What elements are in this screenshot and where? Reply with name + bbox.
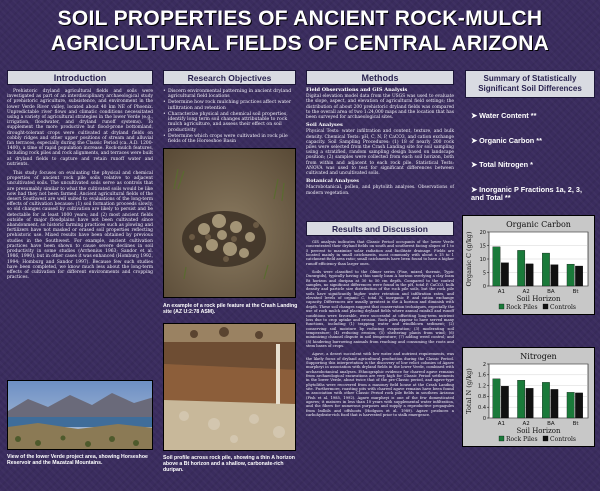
- y-tick-label: 1.6: [478, 372, 486, 379]
- y-axis-label: Organic C (g/kg): [465, 231, 473, 287]
- x-tick-label: BA: [547, 289, 555, 295]
- summary-panel: [465, 70, 595, 239]
- lower-verde-caption: View of the lower Verde project area, showing Horseshoe Reservoir and the Mazatzal Mountains.: [7, 454, 148, 466]
- title-line-2: AGRICULTURAL FIELDS OF CENTRAL ARIZONA: [50, 32, 550, 55]
- arrow-icon: ➤: [471, 135, 478, 145]
- rock-pile-photo: [163, 148, 296, 298]
- results-para-2: Soils were classified to the Olmer series (Fine, mixed, thermic, Typic Durargids), typically having a thin sandy loam A horizon overlying a clay loam Bt horizon and duripan at 30 to 50 cm depth. Compared to the control samples, no significant differences were found in the pH, total P, CaCO3, bulk density and particle size distribution of the rock pile soils, but the rock pile soils have significantly higher water retention and infiltration rates, and elevated levels of organic C, total N, inorganic P, and cation exchange capacity. Differences are usually greatest in the A horizon and diminish with depth. These soil changes suggest that conservation techniques, especially the use of rock mulch and placing dryland fields where annual rainfall and runoff conditions were favorable, were successful at offsetting long-term nutrient loss due to crop uptake and erosion. Rock piles appear to have served many functions, including (1) trapping water and windblown sediment; (2) conserving soil moisture by reducing evaporation; (3) moderating soil temperature; (4) reducing erosion; (5) sheltering plants from wind; (6) minimizing channel dispute in soil temperature; (7) adding weed control; and (8) hindering burrowing animals from reaching and consuming the roots and stem bases of crops.: [306, 270, 454, 348]
- bar-rock-piles: [542, 253, 549, 286]
- summary-item: ➤ Water Content **: [471, 111, 537, 120]
- arrow-icon: ➤: [471, 160, 478, 169]
- results-panel: [306, 221, 454, 421]
- results-para-3: Agave, a desert succulent with low water and nutrient requirements, was the likely focus of dryland agricultural production during the Classic Period. Supporting this interpretation is the discovery of low relict colonies of Agave murpheyi in association with dryland fields in the lower Verde, combined with archaeobotanical analyses. Ethnographic evidence for charred agave remains from archaeological excavations are very high for Classic Period settlements in the lower Verde, about twice that of the pre-Classic period, and agave-type phytoliths were recovered from a masonry field house at the Crash Landing site. Furthermore, roasting pits with charred agave remains have been found in association with other Classic Period rock pile fields in southern Arizona (Fish et al. 1985, 1992). Agave murpheyi is one of the few domesticated agaves; it matures in less than 10 years with supplemental water infiltration, and the fibers for numerous purposes and supply a reproductive propagules from bulbils and offshoots (Hodgson et al. 1989). Agave produces a carbohydrate-rich food that is harvested prior to stalk emergence.: [306, 352, 454, 418]
- introduction-para-2: This study focuses on evaluating the physical and chemical properties of ancient rock pile soils relative to adjacent uncultivated soils. The uncultivated soils serve as controls that are presumably similar to what the cultivated soils would be like now had they not been farmed. Ancient agricultural fields of the desert Southwest are well suited to evaluations of the long-term effects of cultivation because: (1) soil formation proceeds slowly, so old changes caused by cultivation are likely to persist and be detectable for at least 1000 years; and (2) most ancient fields outside of major floodplains have not been cultivated since abandonment, so historic farming practices such as plowing and fertilizers have not masked or erased soil properties reflecting prehistoric use. Mixed results have been obtained by previous studies in the Southwest. For example, ancient cultivation practices have been shown to cause severe declines in soil productivity in some studies (Arrhenius 1963; Sandor et al. 1986, 1990), but in other cases it was enhanced (Homburg 1992, 1994; Homburg and Sandor 1997). Because few such studies have been completed, we know much less about the long-term effects of cultivation for different environments and cropping practices.: [7, 171, 153, 281]
- soil-profile-photo: [163, 323, 296, 451]
- introduction-heading: Introduction: [7, 70, 153, 85]
- y-tick-label: 20: [479, 229, 486, 236]
- lower-verde-photo: [7, 380, 153, 450]
- bar-rock-piles: [493, 247, 500, 286]
- y-tick-label: 0.8: [478, 394, 486, 401]
- x-axis-label: Soil Horizon: [516, 427, 561, 435]
- soil-profile-caption: Soil profile across rock pile, showing a thin A horizon above a Bt horizon and a shallow, carbonate-rich duripan.: [163, 455, 295, 473]
- objective-item: • Determine how rock mulching practices affect water infiltration and retention: [163, 100, 296, 111]
- organic-carbon-chart: [462, 215, 595, 315]
- summary-item: ➤ Organic Carbon **: [471, 135, 542, 145]
- bar-rock-piles: [567, 264, 574, 286]
- legend-swatch: [499, 436, 504, 441]
- legend-label: Rock Piles: [506, 436, 538, 443]
- bar-controls: [526, 388, 533, 418]
- rock-pile-caption: An example of a rock pile feature at the Crash Landing site (AZ U:2:78 ASM).: [163, 303, 298, 315]
- x-tick-label: BA: [547, 421, 555, 427]
- y-tick-label: 15: [479, 243, 486, 250]
- x-tick-label: Bt: [572, 421, 579, 427]
- y-axis-label: Total N (g/kg): [465, 368, 473, 414]
- methods-section-2-title: Soil Analyses: [306, 122, 343, 129]
- summary-item: ➤ Inorganic P Fractions 1a, 2, 3, and Total **: [471, 184, 582, 202]
- bar-controls: [501, 263, 508, 286]
- bar-rock-piles: [493, 379, 500, 418]
- methods-section-1-text: Digital elevation model data from the USGS was used to evaluate the slope, aspect, and elevation of agricultural field settings; the distribution of about 200 prehistoric dryland fields was compared to the overall area of two 1:24,000 maps and the location that has been surveyed for archaeological sites.: [306, 94, 454, 121]
- bar-rock-piles: [542, 382, 549, 418]
- legend-swatch: [543, 304, 548, 309]
- chart-title: Nitrogen: [520, 352, 557, 361]
- lower-verde-photo-image: [8, 381, 153, 450]
- y-tick-label: 0: [482, 415, 486, 422]
- bar-controls: [575, 393, 582, 418]
- introduction-panel: [7, 70, 153, 284]
- y-tick-label: 5: [482, 270, 486, 277]
- objective-item: • Determine which crops were cultivated in rock pile fields of the Horseshoe Basin: [163, 134, 296, 145]
- research-objectives-list: [163, 89, 296, 145]
- objective-item: • Characterize physical and chemical soil properties, identify long term soil changes attributable to rock mulch agriculture, and assess their effect on soil productivity: [163, 112, 296, 134]
- y-tick-label: 10: [479, 256, 486, 263]
- methods-text: [306, 88, 454, 196]
- chart-title: Organic Carbon: [506, 220, 571, 229]
- legend-label: Controls: [550, 304, 576, 311]
- bar-controls: [575, 266, 582, 286]
- organic-carbon-chart-svg: [463, 216, 594, 314]
- bar-controls: [526, 264, 533, 286]
- summary-item: ➤ Total Nitrogen *: [471, 160, 533, 169]
- y-tick-label: 0.4: [478, 405, 486, 411]
- methods-section-3-text: Macrobotanical, pollen, and phytolith analyses. Observations of modern vegetation.: [306, 185, 454, 196]
- methods-panel: [306, 70, 454, 196]
- title-line-1: SOIL PROPERTIES OF ANCIENT ROCK-MULCH: [57, 7, 543, 30]
- bar-rock-piles: [567, 392, 574, 418]
- methods-section-1-title: Field Observations and GIS Analysis: [306, 87, 408, 93]
- x-tick-label: A2: [522, 421, 530, 427]
- research-objectives-heading: Research Objectives: [163, 70, 296, 85]
- soil-profile-photo-image: [164, 324, 296, 451]
- legend-label: Controls: [550, 436, 576, 443]
- results-heading: Results and Discussion: [306, 221, 454, 236]
- bar-controls: [501, 386, 508, 418]
- nitrogen-chart-svg: [463, 348, 594, 446]
- arrow-icon: ➤: [471, 111, 478, 120]
- arrow-icon: ➤: [471, 184, 478, 194]
- legend-swatch: [543, 436, 548, 441]
- results-text: [306, 240, 454, 417]
- rock-pile-photo-image: [164, 149, 296, 298]
- x-tick-label: A1: [497, 289, 506, 295]
- summary-heading: Summary of Statistically Significant Soil Differences: [465, 70, 595, 98]
- methods-section-3-title: Botanical Analyses: [306, 178, 359, 185]
- y-tick-label: 0: [482, 283, 486, 290]
- y-tick-label: 2: [482, 361, 486, 368]
- bar-controls: [551, 265, 558, 286]
- x-tick-label: Bt: [572, 289, 579, 295]
- bar-rock-piles: [517, 250, 524, 286]
- x-axis-label: Soil Horizon: [516, 295, 561, 303]
- x-tick-label: A1: [497, 421, 506, 427]
- legend-swatch: [499, 304, 504, 309]
- poster-title: [0, 6, 600, 56]
- nitrogen-chart: [462, 347, 595, 447]
- methods-heading: Methods: [306, 70, 454, 85]
- introduction-text: [7, 89, 153, 280]
- research-objectives-panel: [163, 70, 296, 145]
- introduction-para-1: Prehistoric dryland agricultural fields and soils were investigated as part of an interdisciplinary archaeological study of prehistoric agriculture, subsistence, and environment in the lower Verde River valley, located about 40 km NE of Phoenix. Unpredictable river flows and climatic conditions necessitated using a variety of agricultural strategies in the lower Verde (e.g., irrigation, floodwater, and dryland runoff systems). To supplement the more productive but flood-prone bottomland, drought-tolerant crops were cultivated at dryland fields on cobbly ridges and other upper positions of stream and alluvial fan terraces, especially during the Classic Period (ca. A.D. 1200-1400), a time of rapid population increase. Rock-mulch features, including rock piles and rock alignments, and terraces were built at dryland fields to capture and retain runoff water and nutrients.: [7, 89, 153, 167]
- y-tick-label: 1.2: [478, 383, 486, 390]
- bar-controls: [551, 389, 558, 418]
- objective-item: • Discern environmental patterning in ancient dryland agricultural field locations: [163, 89, 296, 100]
- results-para-1: GIS analysis indicates that Classic Period occupants of the lower Verde concentrated their dryland fields on south and southwest facing slopes of 1 to 5 percent to maximize solar radiation and facilitate drainage. Fields are located mainly in small catchments, most commonly with about a 15 to 1 catchment:field area ratio; small catchments have been found to have a higher runoff efficiency than larger ones.: [306, 240, 454, 266]
- x-tick-label: A2: [522, 289, 530, 295]
- summary-list: [465, 112, 595, 223]
- legend-label: Rock Piles: [506, 304, 538, 311]
- methods-section-2-text: Physical Tests: water infiltration and content, texture, and bulk density. Chemical Tests: pH, C, N, P, CaCO3, and cation exchange capacity. Soil Sampling Procedures: (1) 18 of nearly 200 rock piles were selected from the Crash Landing site for soil sampling using a stratified, random sampling design based on landscape position; (2) samples were collected from each soil horizon, both from within and adjacent to each rock pile. Statistical Tests: ANOVA was used to test for significant differences between cultivated and uncultivated soils.: [306, 129, 454, 177]
- bar-rock-piles: [517, 380, 524, 418]
